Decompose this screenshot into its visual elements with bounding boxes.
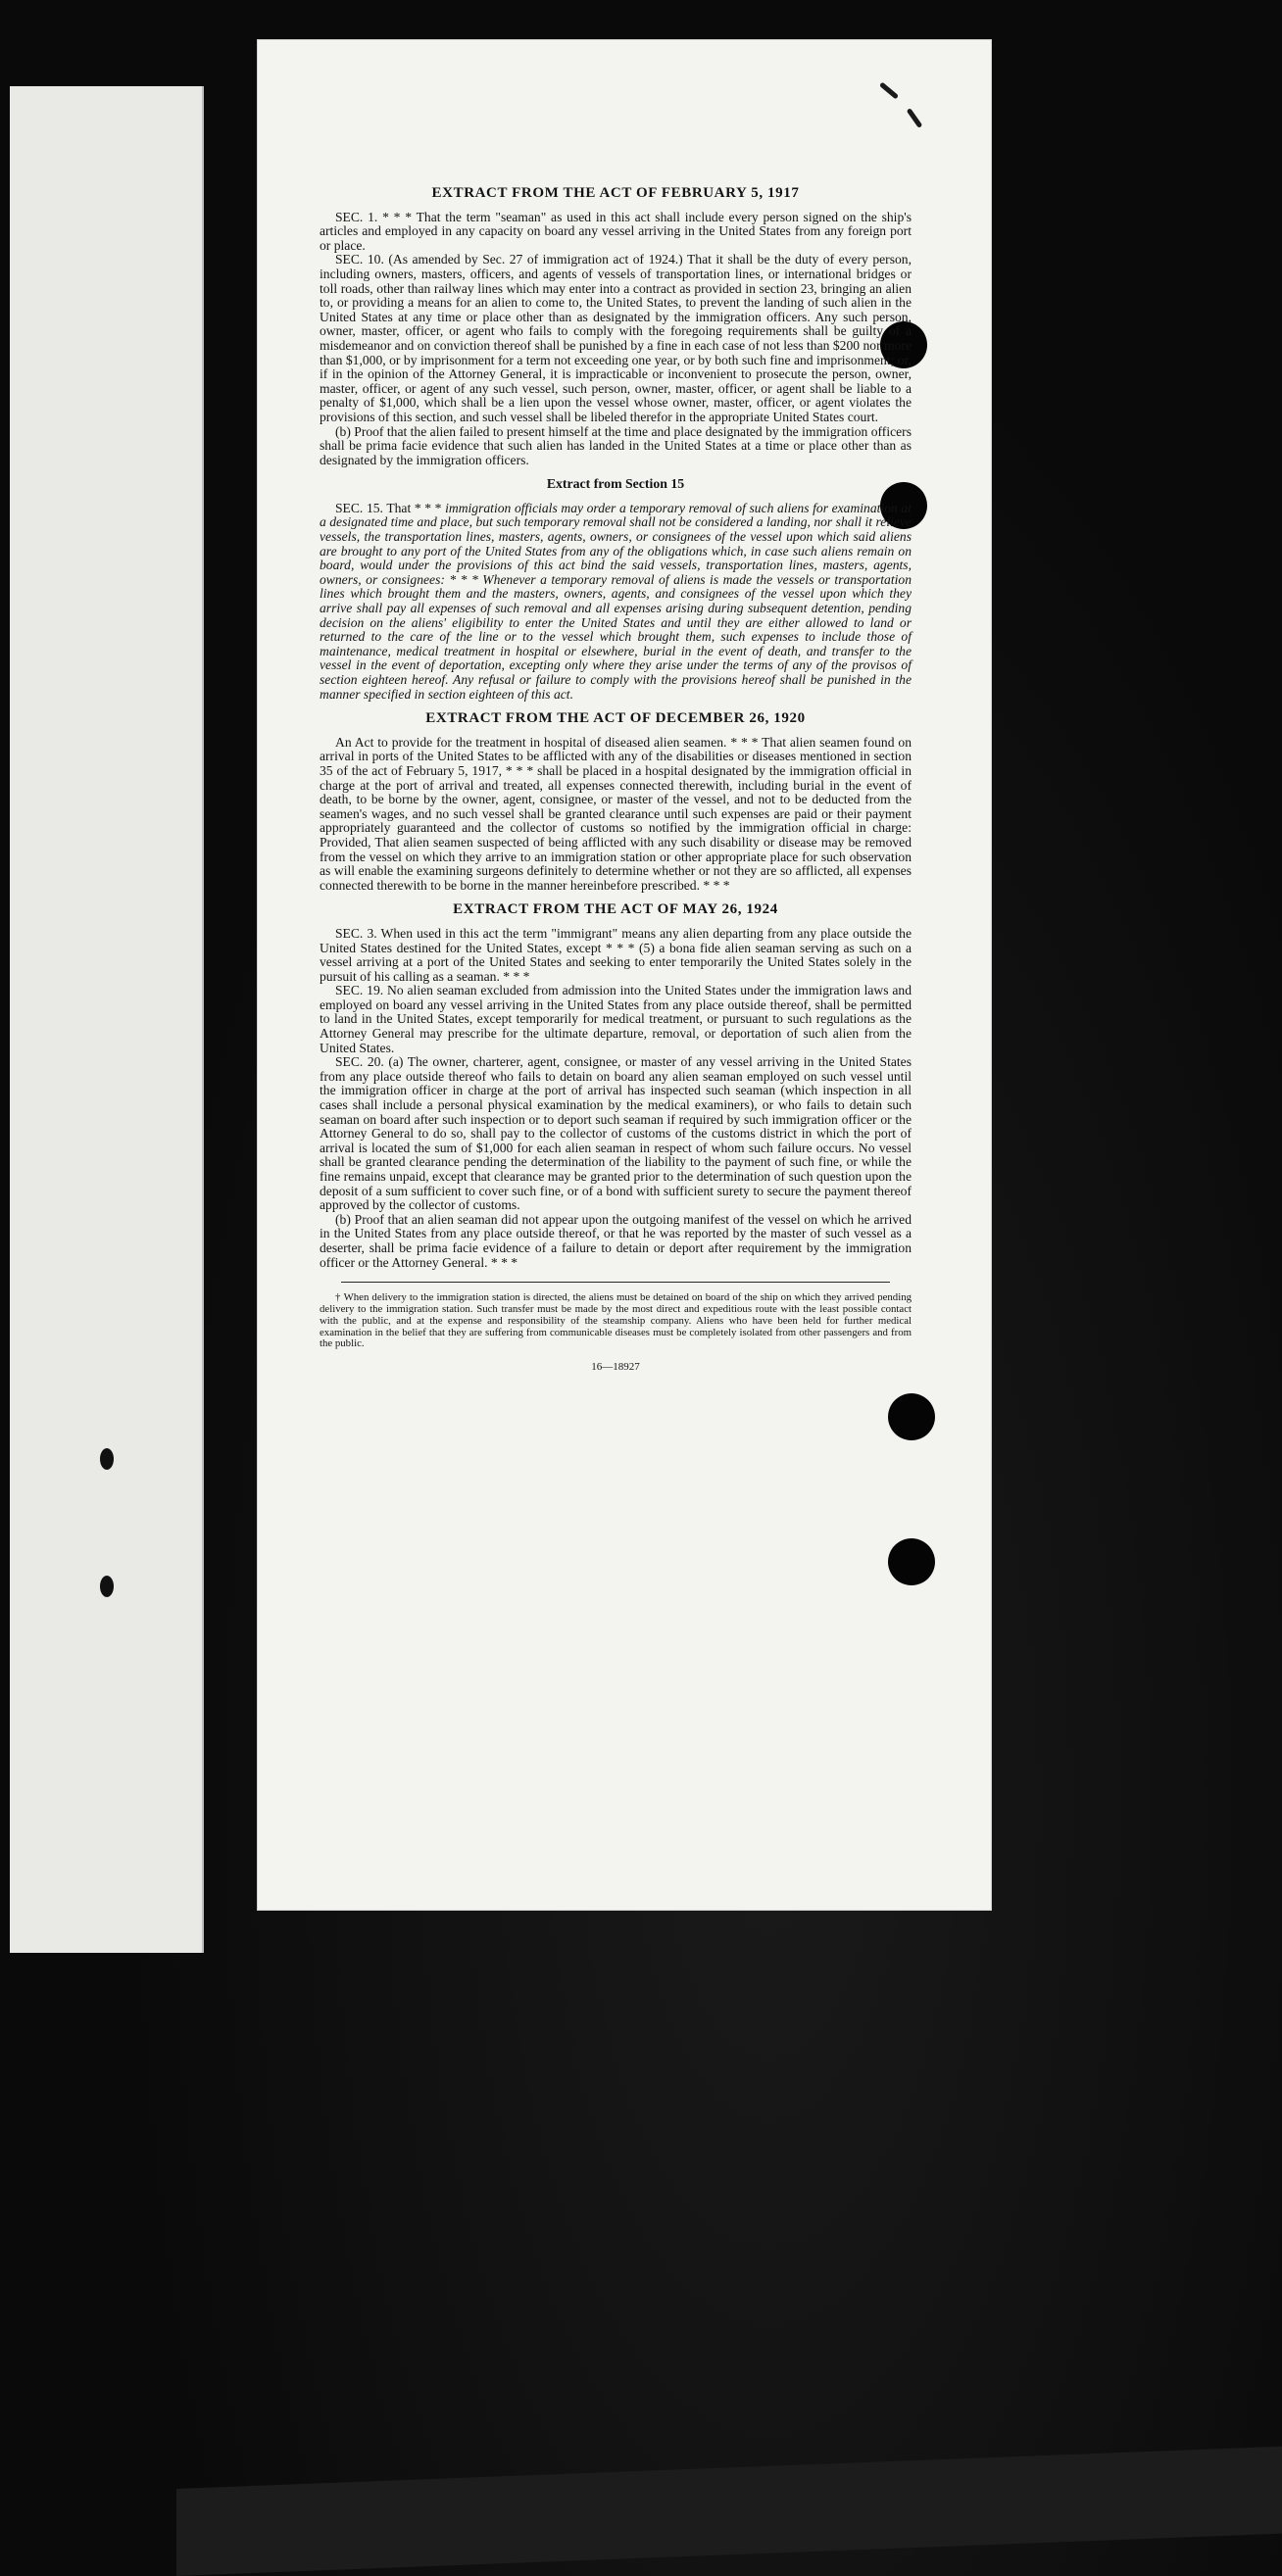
- heading-act-1917: EXTRACT FROM THE ACT OF FEBRUARY 5, 1917: [431, 185, 800, 201]
- heading-act-1920: EXTRACT FROM THE ACT OF DECEMBER 26, 1920: [425, 710, 806, 727]
- section-19-paragraph: SEC. 19. No alien seaman excluded from admission into the United States under the immigration laws and employed on board any vessel arriving in the United States from any place outside thereof, shall be permitted to land in the United States, except temporarily for medical treatment, or pursuant to such regulations as the Attorney General may prescribe for the ultimate departure, removal, or deportation of such alien from the United States.: [320, 983, 912, 1055]
- heading-section-15: Extract from Section 15: [546, 476, 685, 492]
- punch-hole: [888, 1393, 935, 1440]
- section-10-paragraph: SEC. 10. (As amended by Sec. 27 of immigration act of 1924.) That it shall be the duty of every person, including owners, masters, officers, and agents of vessels of transportation lines, or international bridges or toll roads, other than railway lines which may enter into a contract as provided in section 23, bringing an alien to, or providing a means for an alien to come to, the United States, to prevent the landing of such alien in the United States at any time or place other than as designated by the immigration officers. Any such person, owner, master, officer, or agent who fails to comply with the foregoing requirements shall be guilty of a misdemeanor and on conviction thereof shall be punished by a fine in each case of not less than $200 nor more than $1,000, or by imprisonment for a term not exceeding one year, or by both such fine and imprisonment; or, if in the opinion of the Attorney General, it is impracticable or inconvenient to prosecute the person, owner, master, officer, or agent of any such vessel, such person, owner, master, officer, or agent shall be liable to a penalty of $1,000, which shall be a lien upon the vessel whose owner, master, officer, or agent violates the provisions of this section, and such vessel shall be libeled therefor in the appropriate United States court.: [320, 252, 912, 424]
- section-15-lead: SEC. 15. That * * *: [335, 500, 446, 515]
- act-1920-paragraph: An Act to provide for the treatment in hospital of diseased alien seamen. * * * That alien seamen found on arrival in ports of the United States to be afflicted with any of the disabilities or diseases mentioned in section 35 of the act of February 5, 1917, * * * shall be placed in a hospital designated by the immigration official in charge at the port of arrival and treated, all expenses connected therewith, including burial in the event of death, to be borne by the owner, agent, consignee, or master of the vessel, and not to be deducted from the seamen's wages, and no such vessel shall be granted clearance until such expenses are paid or their payment appropriately guaranteed and the collector of customs so notified by the immigration official in charge: Provided, That alien seamen suspected of being afflicted with any such disability or disease may be removed from the vessel on which they arrive to an immigration station or other appropriate place for such observation as will enable the examining surgeons definitely to determine whether or not they are so afflicted, all expenses connected therewith to be borne in the manner hereinbefore prescribed. * * *: [320, 734, 912, 893]
- footnote-rule: [341, 1282, 890, 1283]
- section-20-paragraph: SEC. 20. (a) The owner, charterer, agent, consignee, or master of any vessel arriving in the United States from any place outside thereof who fails to detain on board any alien seaman employed on such vessel until the immigration officer in charge at the port of arrival has inspected such seaman (which inspection in all cases shall include a personal physical examination by the medical examiners), or who fails to detain such seaman on board after such inspection or to deport such seaman if required by such immigration officer or the Attorney General to do so, shall pay to the collector of customs of the customs district in which the port of arrival is located the sum of $1,000 for each alien seaman in respect of whom such failure occurs. No vessel shall be granted clearance pending the determination of the liability to the payment of such fine, or while the fine remains unpaid, except that clearance may be granted prior to the determination of such question upon the deposit of a sum sufficient to cover such fine, or of a bond with sufficient surety to secure the payment thereof approved by the collector of customs.: [320, 1054, 912, 1213]
- section-15-italic-text: immigration officials may order a temporary removal of such aliens for examination at a designated time and place, but such temporary removal shall not be considered a landing, nor shall it relieve vessels, the transportation lines, masters, agents, owners, or consignees of the vessel upon which said aliens are brought to any port of the United States from any of the obligations which, in case such aliens remain on board, would under the provisions of this act bind the said vessels, transportation lines, masters, agents, owners, or consignees: * * * Whenever a temporary removal of aliens is made the vessels or transportation lines which brought them and the masters, owners, agents, and consignees of the vessel upon which they arrive shall pay all expenses of such removal and all expenses arising during subsequent detention, pending decision on the aliens' eligibility to enter the United States and until they are either allowed to land or returned to the care of the line or to the vessel which brought them, such expenses to include those of maintenance, medical treatment in hospital or elsewhere, burial in the event of death, and transfer to the vessel in the event of deportation, excepting only where they arise under the terms of any of the provisos of section eighteen hereof. Any refusal or failure to comply with the provisions hereof shall be punished in the manner specified in section eighteen of this act.: [320, 500, 912, 702]
- document-page: [257, 39, 992, 1911]
- heading-act-1924: EXTRACT FROM THE ACT OF MAY 26, 1924: [453, 901, 778, 918]
- document-text: [320, 186, 912, 1375]
- section-10b-paragraph: (b) Proof that the alien failed to present himself at the time and place designated by the immigration officers shall be prima facie evidence that such alien has landed in the United States at a time or place other than as designated by the immigration officers.: [320, 423, 912, 467]
- section-1-paragraph: SEC. 1. * * * That the term "seaman" as used in this act shall include every person signed on the ship's articles and employed in any capacity on board any vessel arriving in the United States from any foreign port or place.: [320, 209, 912, 253]
- footnote: [320, 1292, 912, 1350]
- punch-hole: [888, 1538, 935, 1585]
- footnote-text: † When delivery to the immigration station is directed, the aliens must be detained on board of the ship on which they arrived pending delivery to the immigration station. Such transfer must be made by the most direct and expeditious route with the least possible contact with the public, and at the expense and responsibility of the steamship company. Aliens who have been held for further medical examination in the belief that they are suffering from communicable diseases must be completely isolated from other passengers and from the public.: [320, 1291, 912, 1350]
- section-20b-paragraph: (b) Proof that an alien seaman did not appear upon the outgoing manifest of the vessel on which he arrived in the United States from any place outside thereof, or that he was reported by the master of such vessel as a deserter, shall be prima facie evidence of a failure to detain or deport after requirement by the immigration officer or the Attorney General. * * *: [320, 1211, 912, 1270]
- adjacent-hole-mark: [100, 1576, 114, 1597]
- adjacent-page-edge: [10, 86, 204, 1953]
- section-3-paragraph: SEC. 3. When used in this act the term "immigrant" means any alien departing from any place outside the United States destined for the United States, except * * * (5) a bona fide alien seaman serving as such on a vessel arriving at a port of the United States and seeking to enter temporarily the United States solely in the pursuit of his calling as a seaman. * * *: [320, 925, 912, 984]
- corner-pen-marks: [876, 69, 935, 137]
- adjacent-hole-mark: [100, 1448, 114, 1470]
- page-number: 16—18927: [591, 1361, 640, 1374]
- section-15-paragraph: [320, 502, 912, 702]
